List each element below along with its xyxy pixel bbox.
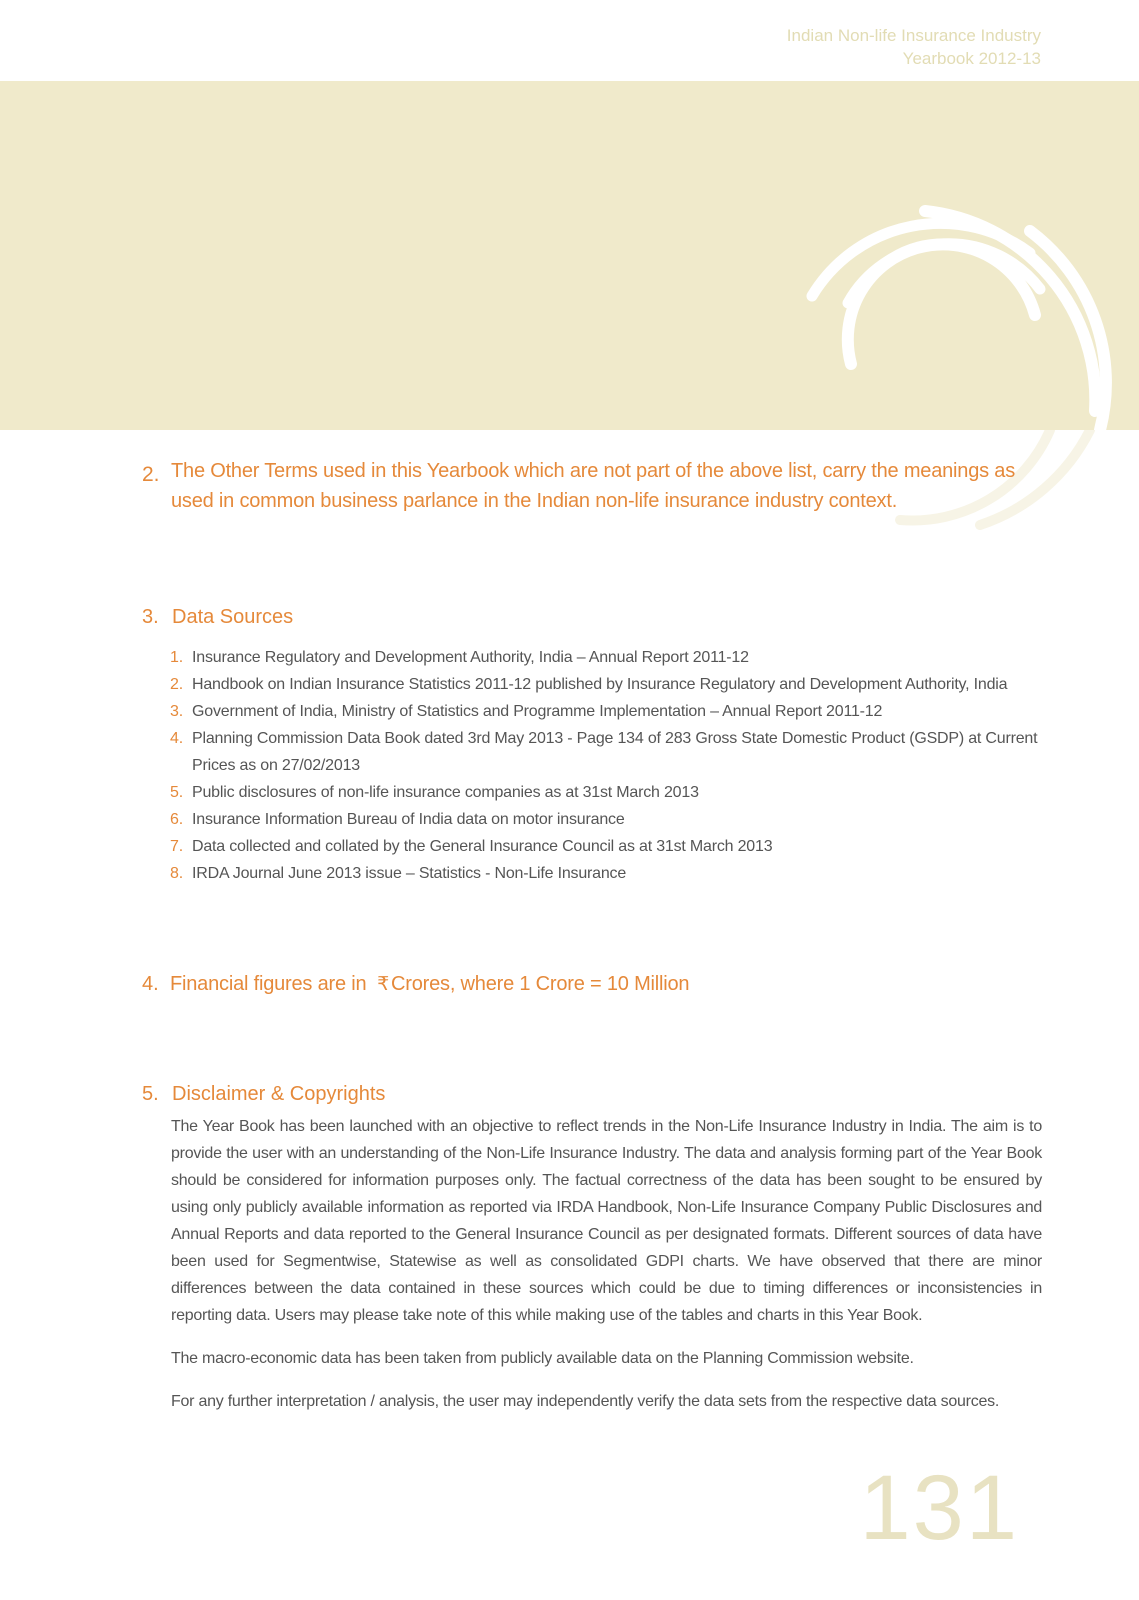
list-item-text: Data collected and collated by the General Insurance Council as at 31st March 2013 — [192, 838, 773, 855]
macro-data-paragraph: The macro-economic data has been taken from publicly available data on the Planning Commission website. — [171, 1350, 914, 1367]
section-number: 4. — [142, 973, 159, 995]
decorative-band — [0, 81, 1139, 430]
list-item-number: 6. — [170, 811, 183, 828]
section-number: 5. — [142, 1083, 159, 1105]
page-number: 131 — [859, 1457, 1019, 1559]
list-item-number: 5. — [170, 784, 183, 801]
list-item — [142, 860, 1042, 887]
list-item-text: Government of India, Ministry of Statistics and Programme Implementation – Annual Report 2011-12 — [192, 703, 883, 720]
verification-paragraph: For any further interpretation / analysis, the user may independently verify the data sets from the respective data sources. — [171, 1393, 1000, 1410]
text-before-currency: Financial figures are in — [170, 973, 367, 995]
list-item-text: Handbook on Indian Insurance Statistics 2011-12 published by Insurance Regulatory and Development Authority, India — [192, 676, 1008, 693]
data-sources-list — [142, 644, 1042, 887]
text-after-currency: Crores, where 1 Crore = 10 Million — [391, 973, 690, 995]
list-item-text: Insurance Information Bureau of India data on motor insurance — [192, 811, 625, 828]
list-item-number: 2. — [170, 676, 183, 693]
list-item-number: 8. — [170, 865, 183, 882]
section-other-terms — [142, 456, 1042, 516]
section-text — [170, 973, 689, 995]
header-line-2: Yearbook 2012-13 — [902, 49, 1041, 68]
section-data-sources — [142, 604, 1042, 887]
list-item — [142, 671, 1042, 698]
list-item-number: 3. — [170, 703, 183, 720]
list-item-text: Public disclosures of non-life insurance companies as at 31st March 2013 — [192, 784, 699, 801]
list-item — [142, 698, 1042, 725]
section-title: Data Sources — [172, 606, 294, 628]
list-item — [142, 725, 1042, 779]
section-number: 3. — [142, 606, 159, 628]
section-financial-figures — [142, 973, 1042, 996]
list-item — [142, 644, 1042, 671]
section-number: 2. — [142, 463, 160, 486]
list-item-text: IRDA Journal June 2013 issue – Statistics - Non-Life Insurance — [192, 865, 627, 882]
section-title: Disclaimer & Copyrights — [172, 1083, 386, 1105]
section-heading — [142, 604, 1042, 630]
running-header — [787, 24, 1041, 70]
list-item-number: 7. — [170, 838, 183, 855]
list-item-text: Planning Commission Data Book dated 3rd May 2013 - Page 134 of 283 Gross State Domestic Product (GSDP) at Current Prices as on 27/02/2013 — [192, 730, 1038, 774]
header-line-1: Indian Non-life Insurance Industry — [786, 26, 1041, 45]
list-item — [142, 833, 1042, 860]
list-item-number: 1. — [170, 649, 183, 666]
section-heading — [142, 1081, 1042, 1107]
concentric-arcs-icon — [0, 81, 1139, 430]
list-item-text: Insurance Regulatory and Development Authority, India – Annual Report 2011-12 — [192, 649, 749, 666]
list-item — [142, 806, 1042, 833]
list-item — [142, 779, 1042, 806]
section-text: The Other Terms used in this Yearbook which are not part of the above list, carry the meanings as used in common business parlance in the Indian non-life insurance industry context. — [171, 460, 1016, 512]
disclaimer-paragraph: The Year Book has been launched with an objective to reflect trends in the Non-Life Insurance Industry in India. The aim is to provide the user with an understanding of the Non-Life Insurance Industry. The data and analysis forming part of the Year Book should be considered for information purposes only. The factual correctness of the data has been sought to be ensured by using only publicly available information as reported via IRDA Handbook, Non-Life Insurance Company Public Disclosures and Annual Reports and data reported to the General Insurance Council as per designated formats. Different sources of data have been used for Segmentwise, Statewise as well as consolidated GDPI charts. We have observed that there are minor differences between the data contained in these sources which could be due to timing differences or inconsistencies in reporting data. Users may please take note of this while making use of the tables and charts in this Year Book. — [171, 1118, 1042, 1324]
list-item-number: 4. — [170, 730, 183, 747]
section-disclaimer — [142, 1081, 1042, 1415]
rupee-icon: ₹ — [377, 973, 390, 995]
